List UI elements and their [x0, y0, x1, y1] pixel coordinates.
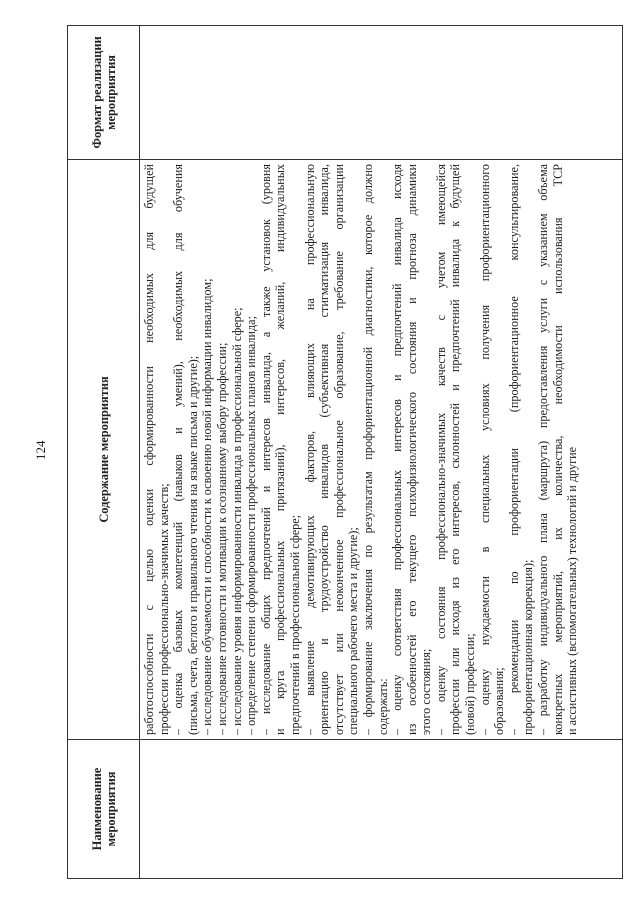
rotated-table-container — [67, 29, 623, 879]
cell-format — [140, 26, 623, 160]
content-line: содержать: — [375, 678, 390, 735]
table-row — [140, 26, 623, 879]
content-line: – исследование общих предпочтений и интересов инвалида, а также установок (уровня — [258, 164, 273, 735]
content-line: – выявление демотивирующих факторов, влияющих на профессиональную — [302, 164, 317, 735]
content-line: отсутствует или неоконченное профессиональное образование, требование организации — [331, 164, 346, 735]
content-line: профессии или исходя из его интересов, склонностей и предпочтений инвалида к будущей — [448, 164, 463, 735]
content-line: – оценка базовых компетенций (навыков и умений), необходимых для обучения — [171, 164, 186, 735]
page-number: 124 — [33, 440, 48, 460]
content-line: ориентацию и трудоустройство инвалидов (субъективная стигматизация инвалида, — [317, 164, 332, 735]
content-line: – оценку соответствия профессиональных интересов и предпочтений инвалида исходя — [390, 164, 405, 735]
header-name: Наименование мероприятия — [68, 740, 140, 879]
content-line: этого состояния; — [419, 648, 434, 735]
cell-content — [140, 160, 623, 740]
content-line: – формирование заключения по результатам профориентационной диагностики, которое должно — [360, 164, 375, 735]
content-line: специального рабочего места и другие); — [346, 527, 361, 735]
content-line: – рекомендации по профориентации (профориентационное консультирование, — [506, 164, 521, 735]
content-lines — [140, 160, 580, 739]
content-line: (письма, счета, беглого и правильного чтения на языке письма и другие); — [185, 355, 200, 735]
content-line: предпочтений в профессиональной сфере; — [287, 514, 302, 735]
header-format: Формат реализации мероприятия — [68, 26, 140, 160]
content-line: образования; — [492, 667, 507, 735]
content-line: – исследование обучаемости и способности к освоению новой информации инвалидом; — [200, 278, 215, 735]
content-line: профессии профессионально-значимых качеств; — [156, 483, 171, 735]
header-content: Содержание мероприятия — [68, 160, 140, 740]
content-line: – исследование уровня информированности инвалида в профессиональной сфере; — [229, 307, 244, 735]
content-line: профориентационная коррекция); — [521, 559, 536, 735]
cell-name — [140, 740, 623, 879]
activities-table — [67, 25, 623, 879]
content-line: – оценку нуждаемости в специальных условиях получения профориентационного — [477, 164, 492, 735]
content-line: и ассистивных (вспомогательных) технологий и другие — [565, 446, 580, 735]
content-line: – оценку состояния профессионально-значимых качеств с учетом имеющейся — [433, 164, 448, 735]
content-line: (новой) профессии; — [463, 633, 478, 735]
content-line: из особенностей его текущего психофизиологического состояния и прогноза динамики — [404, 164, 419, 735]
content-line: – определение степени сформированности профессиональных планов инвалида; — [244, 316, 259, 735]
table-header-row — [68, 26, 140, 879]
content-line: конкретных мероприятий, их количества, необходимости использования ТСР — [550, 164, 565, 735]
content-line: и круга профессиональных притязаний), интересов, желаний, индивидуальных — [273, 164, 288, 735]
content-line: – исследование готовности и мотивации к осознанному выбору профессии; — [214, 342, 229, 735]
content-line: работоспособности с целью оценки сформированности необходимых для будущей — [142, 164, 156, 735]
content-line: – разработку индивидуального плана (маршрута) предоставления услуги с указанием объема — [536, 164, 551, 735]
